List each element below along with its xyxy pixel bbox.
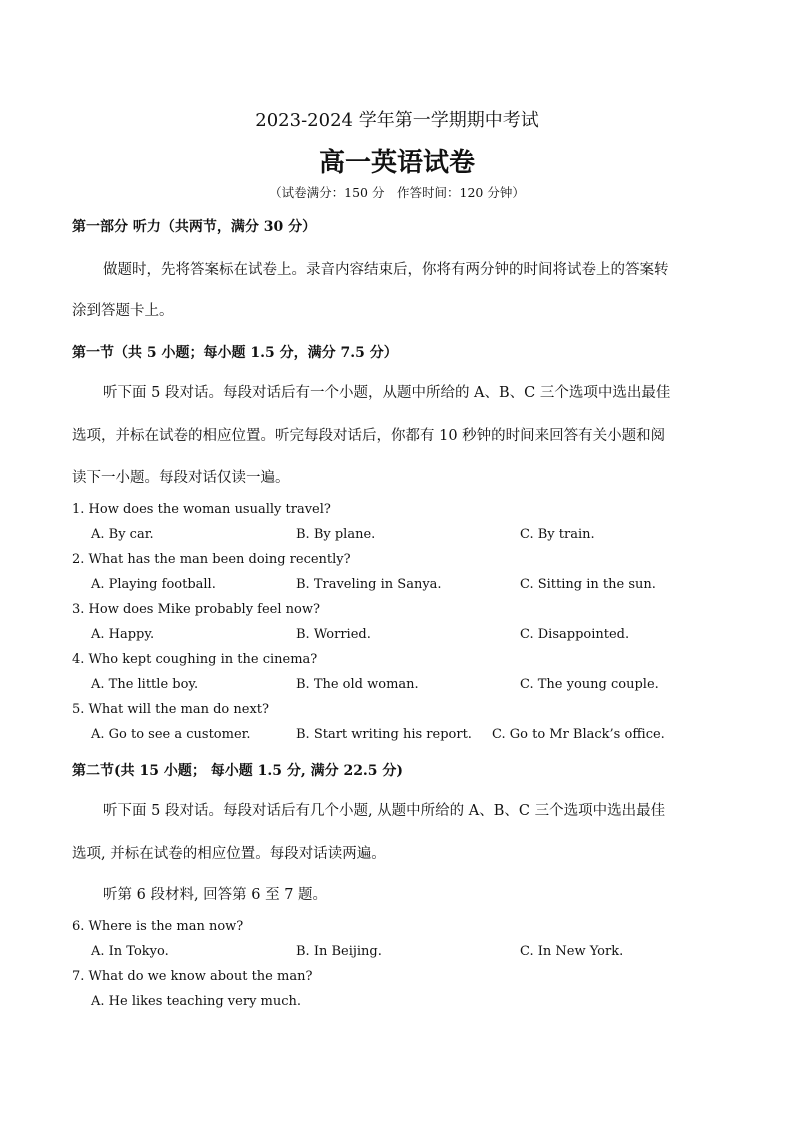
q1-option-c: C. By train.	[520, 527, 595, 542]
q5-option-b: B. Start writing his report.	[296, 727, 472, 742]
question-4: 4. Who kept coughing in the cinema?	[72, 652, 318, 667]
q3-option-a: A. Happy.	[91, 627, 155, 642]
q3-option-b: B. Worried.	[296, 627, 371, 642]
q4-option-b: B. The old woman.	[296, 677, 419, 692]
question-5: 5. What will the man do next?	[72, 702, 269, 717]
q3-option-c: C. Disappointed.	[520, 627, 630, 642]
subject-title: 高一英语试卷	[318, 148, 475, 178]
q5-option-c: C. Go to Mr Black’s office.	[492, 727, 665, 742]
q6-option-c: C. In New York.	[520, 944, 624, 959]
q4-option-c: C. The young couple.	[520, 677, 659, 692]
q1-option-b: B. By plane.	[296, 527, 376, 542]
question-3: 3. How does Mike probably feel now?	[72, 602, 320, 617]
q2-option-c: C. Sitting in the sun.	[520, 577, 656, 592]
section1-instruction-line1: 听下面 5 段对话。每段对话后有一个小题，从题中所给的 A、B、C 三个选项中选出最佳	[103, 385, 671, 401]
part1-heading: 第一部分 听力（共两节，满分 30 分）	[72, 219, 317, 235]
section1-heading: 第一节（共 5 小题；每小题 1.5 分，满分 7.5 分）	[72, 345, 398, 361]
q7-option-a: A. He likes teaching very much.	[91, 994, 302, 1009]
section1-instruction-line2: 选项，并标在试卷的相应位置。听完每段对话后，你都有 10 秒钟的时间来回答有关小题和阅	[72, 428, 666, 444]
q4-option-a: A. The little boy.	[91, 677, 199, 692]
section2-instruction-line1: 听下面 5 段对话。每段对话后有几个小题, 从题中所给的 A、B、C 三个选项中选出最佳	[103, 803, 666, 819]
q5-option-a: A. Go to see a customer.	[91, 727, 251, 742]
question-6: 6. Where is the man now?	[72, 919, 244, 934]
part1-instruction-line2: 涂到答题卡上。	[72, 303, 174, 319]
question-2: 2. What has the man been doing recently?	[72, 552, 351, 567]
exam-info: （试卷满分：150 分 作答时间：120 分钟）	[269, 185, 525, 200]
q1-option-a: A. By car.	[91, 527, 154, 542]
q6-option-b: B. In Beijing.	[296, 944, 382, 959]
section1-instruction-line3: 读下一小题。每段对话仅读一遍。	[72, 470, 290, 486]
q2-option-a: A. Playing football.	[91, 577, 216, 592]
section2-heading: 第二节(共 15 小题； 每小题 1.5 分, 满分 22.5 分)	[72, 763, 404, 779]
part1-instruction-line1: 做题时，先将答案标在试卷上。录音内容结束后，你将有两分钟的时间将试卷上的答案转	[103, 262, 669, 278]
section2-instruction-line2: 选项, 并标在试卷的相应位置。每段对话读两遍。	[72, 846, 386, 862]
q6-option-a: A. In Tokyo.	[91, 944, 169, 959]
question-7: 7. What do we know about the man?	[72, 969, 313, 984]
material-note: 听第 6 段材料, 回答第 6 至 7 题。	[103, 887, 328, 903]
exam-title: 2023-2024 学年第一学期期中考试	[255, 110, 539, 131]
q2-option-b: B. Traveling in Sanya.	[296, 577, 442, 592]
question-1: 1. How does the woman usually travel?	[72, 502, 331, 517]
